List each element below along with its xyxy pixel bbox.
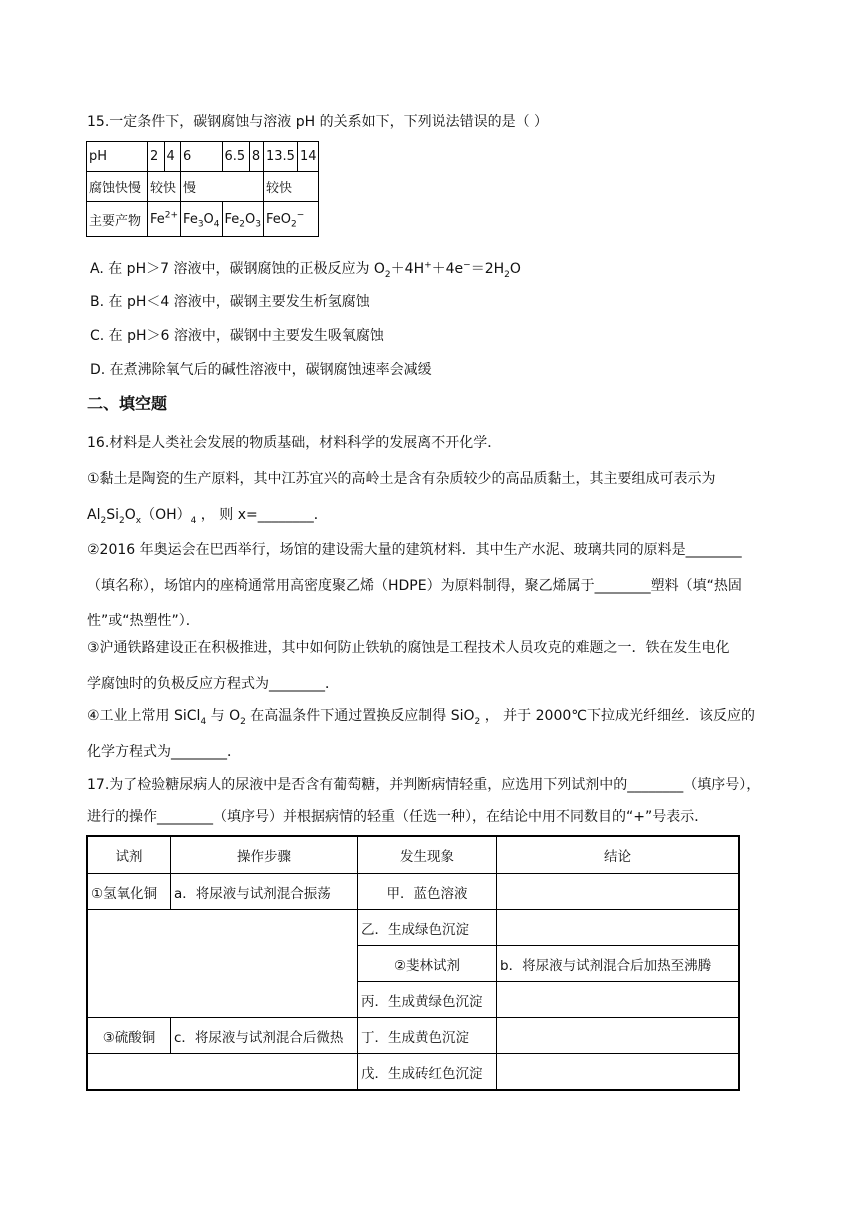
product-fe3o4: $Fe_3O_4$ — [181, 202, 222, 237]
product-fe2plus: $Fe^{2+}$ — [148, 202, 181, 237]
phenomenon-jia: 甲．蓝色溶液 — [358, 874, 497, 910]
ph-4: 4 — [164, 142, 181, 172]
empty-cell — [87, 910, 358, 946]
ph-13-5: 13.5 — [263, 142, 297, 172]
glucose-test-table — [86, 835, 740, 1091]
section-title: 二、填空题 — [87, 394, 168, 413]
q16-part4-line2: 化学方程式为________． — [87, 744, 241, 760]
step-c: c．将尿液与试剂混合后微热 — [171, 1018, 358, 1054]
reagent-2: ②斐林试剂 — [358, 946, 497, 982]
header-reagent: 试剂 — [87, 836, 171, 874]
reagent-3: ③硫酸铜 — [87, 1018, 171, 1054]
speed-fast-acid: 较快 — [148, 172, 181, 202]
ph-corrosion-table — [86, 141, 319, 237]
empty-cell — [87, 946, 358, 982]
conclusion-4 — [497, 1018, 740, 1054]
q15-option-c: C. 在 pH＞6 溶液中，碳钢中主要发生吸氧腐蚀 — [90, 328, 384, 344]
empty-cell — [87, 1054, 358, 1091]
header-conclusion: 结论 — [497, 836, 740, 874]
ph-14: 14 — [297, 142, 319, 172]
q17-line1: 17.为了检验糖尿病人的尿液中是否含有葡萄糖，并判断病情轻重，应选用下列试剂中的________（填序号）， — [87, 777, 761, 793]
product-feo2minus: FeO$_2$− — [263, 202, 319, 237]
q16-part3-line1: ③沪通铁路建设正在积极推进，其中如何防止铁轨的腐蚀是工程技术人员攻克的难题之一．铁在发生电化 — [87, 640, 730, 656]
product-fe2o3: $Fe_2O_3$ — [222, 202, 263, 237]
conclusion-2 — [497, 910, 740, 946]
q16-part2-line2: （填名称），场馆内的座椅通常用高密度聚乙烯（HDPE）为原料制得，聚乙烯属于________塑料（填“热固 — [87, 578, 742, 594]
speed-slow: 慢 — [181, 172, 264, 202]
empty-cell — [87, 982, 358, 1018]
q16-part1-formula: $Al_2Si_2O_x(OH)_4$ ， 则 x=________． — [87, 507, 328, 526]
q15-option-a: A. 在 pH＞7 溶液中，碳钢腐蚀的正极反应为 $O_2+4H^++4e^-=2H_2O$ — [90, 260, 521, 280]
q15-option-b: B. 在 pH＜4 溶液中，碳钢主要发生析氢腐蚀 — [90, 294, 370, 310]
conclusion-3 — [497, 982, 740, 1018]
reagent-1: ①氢氧化铜 — [87, 874, 171, 910]
q16-part2-line1: ②2016 年奥运会在巴西举行，场馆的建设需大量的建筑材料．其中生产水泥、玻璃共同的原料是________ — [87, 542, 742, 558]
header-phenomenon: 发生现象 — [358, 836, 497, 874]
conclusion-1 — [497, 874, 740, 910]
q17-line2: 进行的操作________（填序号）并根据病情的轻重（任选一种），在结论中用不同数目的“+”号表示． — [87, 809, 709, 825]
phenomenon-wu: 戊．生成砖红色沉淀 — [358, 1054, 497, 1091]
phenomenon-yi: 乙．生成绿色沉淀 — [358, 910, 497, 946]
q16-stem: 16.材料是人类社会发展的物质基础，材料科学的发展离不开化学． — [87, 435, 502, 451]
speed-label: 腐蚀快慢 — [87, 172, 148, 202]
step-a: a．将尿液与试剂混合振荡 — [171, 874, 358, 910]
conclusion-5 — [497, 1054, 740, 1091]
header-step: 操作步骤 — [171, 836, 358, 874]
q16-part4-line1: ④工业上常用 SiCl$_4$ 与 $O_2$ 在高温条件下通过置换反应制得 SiO$_2$ ， 并于 2000℃下拉成光纤细丝．该反应的 — [87, 708, 755, 727]
q16-part2-line3: 性”或“热塑性”）． — [87, 613, 200, 629]
step-b: b．将尿液与试剂混合后加热至沸腾 — [497, 946, 740, 982]
q16-part3-line2: 学腐蚀时的负极反应方程式为________． — [87, 676, 339, 692]
q15-stem: 15.一定条件下，碳钢腐蚀与溶液 pH 的关系如下，下列说法错误的是（ ） — [87, 114, 549, 130]
q15-option-d: D. 在煮沸除氧气后的碱性溶液中，碳钢腐蚀速率会减缓 — [90, 362, 432, 378]
ph-6-5: 6.5 — [222, 142, 249, 172]
phenomenon-bing: 丙．生成黄绿色沉淀 — [358, 982, 497, 1018]
ph-6: 6 — [181, 142, 222, 172]
phenomenon-ding: 丁．生成黄色沉淀 — [358, 1018, 497, 1054]
ph-8: 8 — [249, 142, 263, 172]
ph-2: 2 — [148, 142, 165, 172]
q16-part1-line1: ①黏土是陶瓷的生产原料，其中江苏宜兴的高岭土是含有杂质较少的高品质黏土，其主要组成可表示为 — [87, 471, 716, 487]
ph-label: pH — [87, 142, 148, 172]
speed-fast-base: 较快 — [263, 172, 319, 202]
product-label: 主要产物 — [87, 202, 148, 237]
